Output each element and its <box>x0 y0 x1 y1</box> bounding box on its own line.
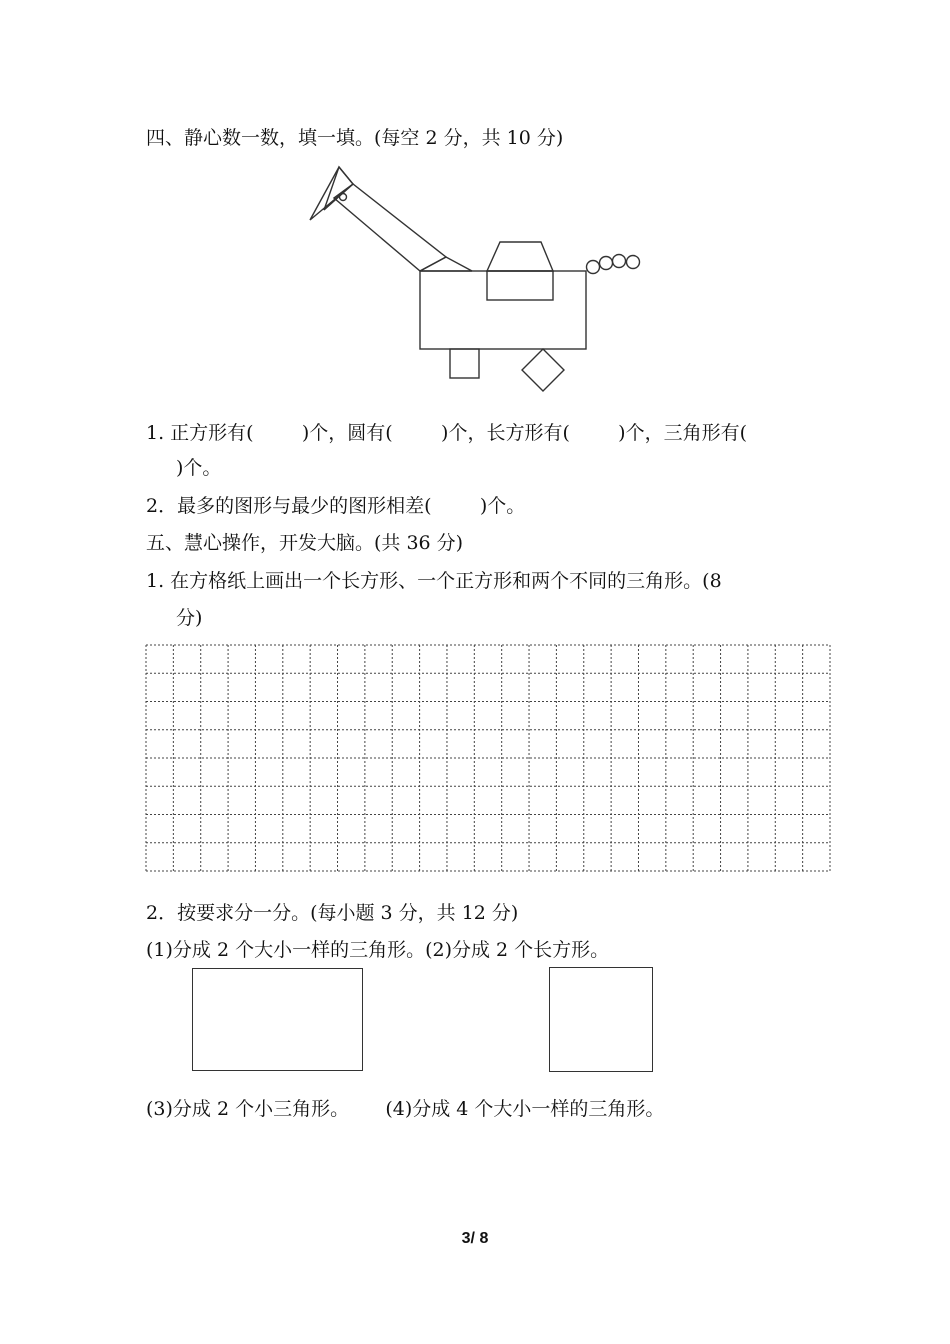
horse-saddle-parallelogram <box>487 242 553 271</box>
page-number: 3/ 8 <box>461 1230 489 1247</box>
square-to-divide[interactable] <box>549 967 653 1072</box>
section-4-heading: 四、静心数一数，填一填。(每空 2 分，共 10 分) <box>146 127 564 149</box>
section-5-question-2-parts-1-2: (1)分成 2 个大小一样的三角形。(2)分成 2 个长方形。 <box>146 939 610 961</box>
section-5-question-2: 2．按要求分一分。(每小题 3 分，共 12 分) <box>146 902 519 924</box>
section-4-question-1: 1. 正方形有( )个，圆有( )个，长方形有( )个，三角形有( <box>146 422 748 444</box>
horse-tail-circle <box>627 256 640 269</box>
shape-horse-figure <box>300 160 650 395</box>
section-5-question-2-parts-3-4: (3)分成 2 个小三角形。 (4)分成 4 个大小一样的三角形。 <box>146 1098 665 1120</box>
horse-leg-square <box>450 349 479 378</box>
horse-tail-circle <box>613 255 626 268</box>
horse-head-triangle-front <box>324 167 353 210</box>
horse-shoulder-triangle <box>420 257 472 271</box>
horse-head-triangle-back <box>310 167 353 220</box>
section-5-heading: 五、慧心操作，开发大脑。(共 36 分) <box>146 532 464 554</box>
section-5-question-1-cont: 分) <box>176 607 203 629</box>
horse-tail-circle <box>587 261 600 274</box>
section-4-question-2: 2．最多的图形与最少的图形相差( )个。 <box>146 495 526 517</box>
horse-neck-rectangle <box>334 184 446 271</box>
section-4-question-1-cont: )个。 <box>176 457 222 479</box>
horse-eye-circle <box>340 194 347 201</box>
horse-body-rectangle <box>420 271 586 349</box>
horse-saddle-rectangle <box>487 271 553 300</box>
horse-tail-circle <box>600 257 613 270</box>
horse-leg-square-rotated <box>522 349 564 391</box>
section-5-question-1: 1. 在方格纸上画出一个长方形、一个正方形和两个不同的三角形。(8 <box>146 570 722 592</box>
rectangle-to-divide[interactable] <box>192 968 363 1071</box>
square-grid-paper[interactable] <box>145 644 831 872</box>
